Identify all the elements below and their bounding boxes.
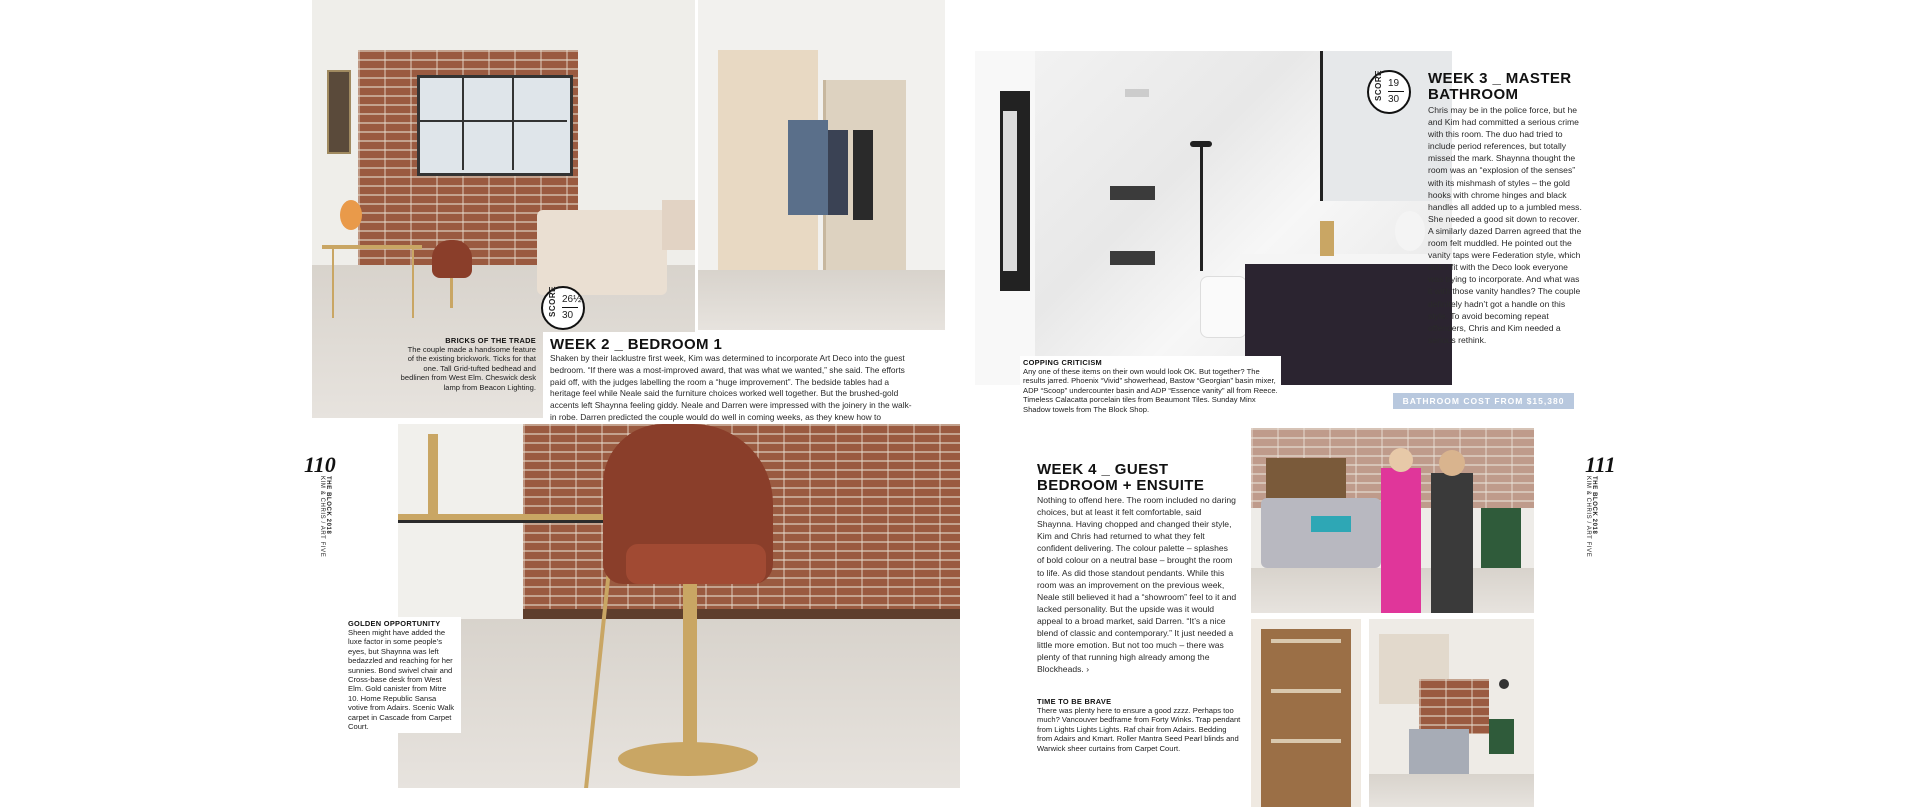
- week2-score-badge: [541, 286, 585, 330]
- page-number-left: 110: [304, 452, 336, 477]
- week4-body: Nothing to offend here. The room included no daring choices, but at least it felt comfortable, said Shaynna. Having chopped and changed their style, Kim and Chris had returned to what they felt confident delivering. The colour palette – splashes of bold colour on a neutral base – brought the room to life. As did those standout pendants. While this room was an improvement on the previous week, Neale still believed it had a “showroom” feel to it and lacked personality. But the upside was it would appeal to a broad market, said Darren. “It’s a nice blend of classic and contemporary.” It just needed a little more emotion. But not too much – there was plenty of that running high already among the Blockheads. ›: [1037, 495, 1237, 675]
- folio-left: [319, 476, 331, 557]
- folio-line2: KIM & CHRIS / ART FIVE: [319, 476, 325, 558]
- heading-line2: BATHROOM: [1428, 86, 1519, 103]
- brave-caption: [1037, 697, 1241, 753]
- folio-line1: THE BLOCK 2018: [1591, 476, 1597, 535]
- caption-body: Sheen might have added the luxe factor in some people’s eyes, but Shaynna was left bedazzled and reaching for her sunnies. Bond swivel chair and Cross-base desk from West Elm. Gold canister from Mitre 10. Home Republic Sansa votive from Adairs. Scenic Walk carpet in Cascade from Carpet Court.: [348, 628, 455, 732]
- week2-heading: WEEK 2 _ BEDROOM 1: [550, 336, 723, 353]
- folio-line1: THE BLOCK 2018: [325, 476, 331, 535]
- heading-line1: WEEK 4 _ GUEST: [1037, 461, 1169, 478]
- week4-heading: [1037, 462, 1247, 494]
- score-label: SCORE: [548, 286, 557, 317]
- gold-chair-photo: [398, 424, 960, 788]
- bathroom-cost-badge: BATHROOM COST FROM $15,380: [1393, 393, 1574, 409]
- caption-title: TIME TO BE BRAVE: [1037, 697, 1112, 706]
- golden-caption: [345, 617, 461, 733]
- score-label: SCORE: [1374, 70, 1383, 101]
- caption-title: BRICKS OF THE TRADE: [445, 336, 536, 345]
- walk-in-robe-photo: [698, 0, 945, 330]
- score-value: 26½: [562, 294, 582, 305]
- guest-bedroom-photo: [1369, 619, 1534, 807]
- score-max: 30: [562, 310, 574, 321]
- score-max: 30: [1388, 94, 1400, 105]
- week3-score-badge: [1367, 70, 1411, 114]
- week2-body: Shaken by their lacklustre first week, Kim was determined to incorporate Art Deco into the guest bedroom. “If there was a most-improved award, that was what we wanted,” she said. The efforts paid off, with the judges labelling the room a “huge improvement”. The bedside tables had a heritage feel while Neale said the furniture choices worked well together. But the brushed-gold accents left Shaynna feeling giddy. Neale and Darren were impressed with the joinery in the walk-in robe. Darren predicted the couple would do well in coming weeks, as they knew how to: [550, 353, 912, 422]
- caption-body: The couple made a handsome feature of the existing brickwork. Ticks for that one. Tall Grid-tufted bedhead and bedlinen from West Elm. Cheswick desk lamp from Beacon Lighting.: [400, 345, 536, 392]
- copping-caption: [1020, 356, 1281, 416]
- score-divider: [1388, 91, 1404, 92]
- score-divider: [562, 307, 578, 308]
- week3-heading: [1428, 71, 1588, 103]
- week3-body: Chris may be in the police force, but he and Kim had committed a serious crime with this room. The duo had tried to include period references, but totally missed the mark. Shaynna thought the room was an “explosion of the senses” with its mishmash of styles – the gold hooks with chrome hinges and black handles all added up to a jumbled mess. She needed a good sit down to recover. A similarly dazed Darren agreed that the room felt muddled. He pointed out the vanity taps were Federation style, which didn’t fit with the Deco look everyone was trying to incorporate. And what was it with those vanity handles? The couple definitely hadn’t got a handle on this style. To avoid becoming repeat offenders, Chris and Kim needed a serious rethink.: [1428, 105, 1582, 345]
- page-number-right: 111: [1585, 452, 1616, 477]
- caption-body: There was plenty here to ensure a good zzzz. Perhaps too much? Vancouver bedframe from Forty Winks. Trap pendant from Lights Lights Lights. Raf chair from Adairs. Bedding from Adairs and Kmart. Roller Mantra Seed Pearl blinds and Warwick sheer curtains from Carpet Court.: [1037, 706, 1241, 753]
- folio-line2: KIM & CHRIS / ART FIVE: [1585, 476, 1591, 558]
- caption-title: COPPING CRITICISM: [1023, 358, 1103, 367]
- guest-bedroom-couple-photo: [1251, 428, 1534, 613]
- caption-body: Any one of these items on their own would look OK. But together? The results jarred. Phoenix “Vivid” showerhead, Bastow “Georgian” basin mixer, ADP “Scoop” undercounter basin and ADP “Essence vanity” all from Reece. Timeless Calacatta porcelain tiles from Beaumont Tiles. Sunday Minx Shadow towels from The Block Shop.: [1023, 367, 1278, 414]
- score-value: 19: [1388, 78, 1400, 89]
- heading-line1: WEEK 3 _ MASTER: [1428, 70, 1572, 87]
- caption-title: GOLDEN OPPORTUNITY: [348, 619, 441, 628]
- folio-right: [1585, 476, 1597, 557]
- guest-robe-photo: [1251, 619, 1361, 807]
- bricks-caption: [400, 336, 536, 392]
- heading-line2: BEDROOM + ENSUITE: [1037, 477, 1205, 494]
